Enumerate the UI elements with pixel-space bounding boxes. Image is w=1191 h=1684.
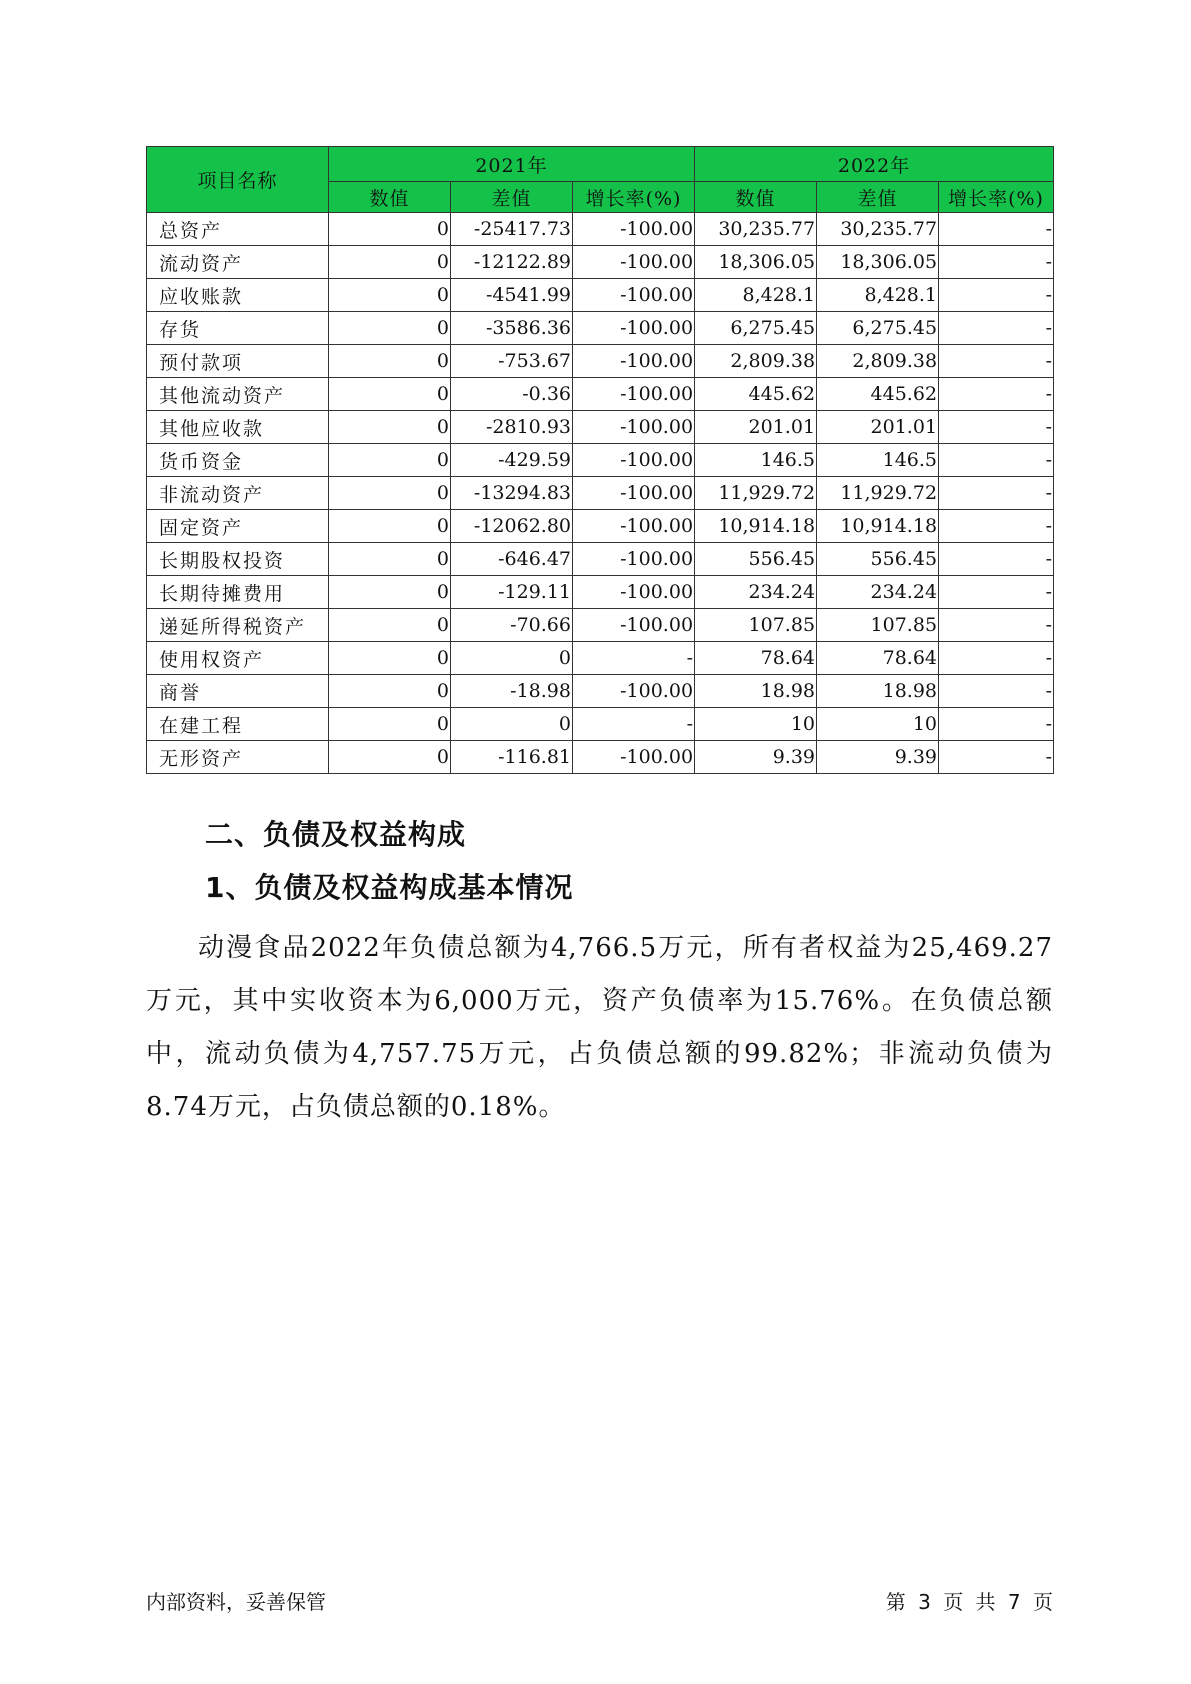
header-item-name: 项目名称: [147, 147, 329, 213]
row-diff-2021: -12122.89: [451, 246, 573, 279]
row-growth-2022: -: [939, 675, 1054, 708]
row-value-2021: 0: [329, 708, 451, 741]
row-growth-2021: -100.00: [573, 246, 695, 279]
row-diff-2021: -12062.80: [451, 510, 573, 543]
row-diff-2022: 201.01: [817, 411, 939, 444]
row-value-2021: 0: [329, 378, 451, 411]
row-value-2022: 556.45: [695, 543, 817, 576]
row-growth-2021: -100.00: [573, 609, 695, 642]
row-growth-2022: -: [939, 477, 1054, 510]
row-diff-2022: 146.5: [817, 444, 939, 477]
table-row: [147, 477, 1054, 510]
row-diff-2021: -25417.73: [451, 213, 573, 246]
row-value-2022: 18,306.05: [695, 246, 817, 279]
header-value-2021: 数值: [329, 182, 451, 213]
row-diff-2022: 234.24: [817, 576, 939, 609]
row-growth-2022: -: [939, 576, 1054, 609]
row-name: 长期股权投资: [147, 543, 329, 576]
row-diff-2022: 10,914.18: [817, 510, 939, 543]
row-value-2022: 9.39: [695, 741, 817, 774]
row-diff-2021: -646.47: [451, 543, 573, 576]
row-diff-2022: 2,809.38: [817, 345, 939, 378]
table-row: [147, 675, 1054, 708]
row-value-2022: 234.24: [695, 576, 817, 609]
header-diff-2022: 差值: [817, 182, 939, 213]
row-diff-2022: 107.85: [817, 609, 939, 642]
row-value-2022: 107.85: [695, 609, 817, 642]
row-value-2021: 0: [329, 312, 451, 345]
row-value-2022: 201.01: [695, 411, 817, 444]
table-row: [147, 510, 1054, 543]
row-diff-2022: 18.98: [817, 675, 939, 708]
row-growth-2021: -100.00: [573, 279, 695, 312]
row-value-2021: 0: [329, 576, 451, 609]
table-row: [147, 279, 1054, 312]
row-diff-2022: 445.62: [817, 378, 939, 411]
row-value-2021: 0: [329, 444, 451, 477]
row-name: 其他应收款: [147, 411, 329, 444]
row-growth-2021: -100.00: [573, 444, 695, 477]
row-diff-2022: 8,428.1: [817, 279, 939, 312]
row-growth-2021: -100.00: [573, 213, 695, 246]
row-name: 存货: [147, 312, 329, 345]
footer-confidential-note: 内部资料，妥善保管: [146, 1590, 326, 1614]
row-diff-2021: -116.81: [451, 741, 573, 774]
row-growth-2021: -100.00: [573, 543, 695, 576]
row-diff-2022: 30,235.77: [817, 213, 939, 246]
row-growth-2021: -100.00: [573, 741, 695, 774]
row-value-2022: 10,914.18: [695, 510, 817, 543]
row-value-2021: 0: [329, 477, 451, 510]
table-row: [147, 576, 1054, 609]
row-diff-2021: -753.67: [451, 345, 573, 378]
row-diff-2022: 10: [817, 708, 939, 741]
table-body: [147, 213, 1054, 774]
row-diff-2021: 0: [451, 708, 573, 741]
row-value-2022: 11,929.72: [695, 477, 817, 510]
row-value-2021: 0: [329, 246, 451, 279]
row-value-2021: 0: [329, 345, 451, 378]
row-name: 应收账款: [147, 279, 329, 312]
row-name: 流动资产: [147, 246, 329, 279]
row-name: 无形资产: [147, 741, 329, 774]
table-row: [147, 411, 1054, 444]
row-diff-2022: 18,306.05: [817, 246, 939, 279]
footer-page-number: 第 3 页 共 7 页: [885, 1590, 1053, 1614]
row-value-2022: 30,235.77: [695, 213, 817, 246]
row-name: 其他流动资产: [147, 378, 329, 411]
row-growth-2022: -: [939, 213, 1054, 246]
section-subtitle: 1、负债及权益构成基本情况: [205, 871, 574, 904]
table-row: [147, 609, 1054, 642]
row-growth-2021: -100.00: [573, 477, 695, 510]
table-row: [147, 213, 1054, 246]
header-growth-2022: 增长率(%): [939, 182, 1054, 213]
row-diff-2022: 9.39: [817, 741, 939, 774]
row-value-2022: 8,428.1: [695, 279, 817, 312]
row-name: 固定资产: [147, 510, 329, 543]
row-name: 递延所得税资产: [147, 609, 329, 642]
row-growth-2022: -: [939, 642, 1054, 675]
row-value-2022: 78.64: [695, 642, 817, 675]
row-diff-2022: 11,929.72: [817, 477, 939, 510]
header-diff-2021: 差值: [451, 182, 573, 213]
row-growth-2021: -100.00: [573, 576, 695, 609]
row-diff-2021: -18.98: [451, 675, 573, 708]
row-growth-2022: -: [939, 444, 1054, 477]
row-name: 商誉: [147, 675, 329, 708]
row-growth-2021: -100.00: [573, 675, 695, 708]
row-diff-2021: 0: [451, 642, 573, 675]
row-name: 非流动资产: [147, 477, 329, 510]
row-growth-2022: -: [939, 609, 1054, 642]
header-value-2022: 数值: [695, 182, 817, 213]
row-value-2021: 0: [329, 543, 451, 576]
asset-comparison-table: [146, 146, 1054, 774]
row-value-2021: 0: [329, 642, 451, 675]
row-value-2021: 0: [329, 675, 451, 708]
row-value-2021: 0: [329, 741, 451, 774]
table-row: [147, 741, 1054, 774]
row-diff-2021: -0.36: [451, 378, 573, 411]
row-value-2022: 445.62: [695, 378, 817, 411]
table-row: [147, 708, 1054, 741]
row-diff-2021: -129.11: [451, 576, 573, 609]
row-growth-2021: -: [573, 642, 695, 675]
section-paragraph: 动漫食品2022年负债总额为4,766.5万元，所有者权益为25,469.27万元，其中实收资本为6,000万元，资产负债率为15.76%。在负债总额中，流动负债为4,757.75万元，占负债总额的99.82%；非流动负债为8.74万元，占负债总额的0.18%。: [146, 933, 1053, 1122]
row-diff-2021: -13294.83: [451, 477, 573, 510]
table-row: [147, 312, 1054, 345]
table-row: [147, 345, 1054, 378]
table-row: [147, 444, 1054, 477]
row-growth-2021: -100.00: [573, 345, 695, 378]
row-name: 使用权资产: [147, 642, 329, 675]
table-row: [147, 543, 1054, 576]
header-year-2021: 2021年: [329, 147, 695, 182]
row-diff-2021: -2810.93: [451, 411, 573, 444]
row-growth-2022: -: [939, 741, 1054, 774]
row-name: 总资产: [147, 213, 329, 246]
row-growth-2022: -: [939, 312, 1054, 345]
row-name: 预付款项: [147, 345, 329, 378]
header-growth-2021: 增长率(%): [573, 182, 695, 213]
section-title: 二、负债及权益构成: [205, 818, 467, 851]
row-growth-2022: -: [939, 279, 1054, 312]
row-value-2021: 0: [329, 411, 451, 444]
row-value-2022: 146.5: [695, 444, 817, 477]
row-value-2021: 0: [329, 510, 451, 543]
row-diff-2022: 6,275.45: [817, 312, 939, 345]
table-row: [147, 378, 1054, 411]
header-year-2022: 2022年: [695, 147, 1054, 182]
row-growth-2021: -100.00: [573, 510, 695, 543]
row-value-2021: 0: [329, 213, 451, 246]
row-name: 长期待摊费用: [147, 576, 329, 609]
row-diff-2022: 556.45: [817, 543, 939, 576]
row-growth-2022: -: [939, 510, 1054, 543]
row-value-2022: 18.98: [695, 675, 817, 708]
row-growth-2021: -100.00: [573, 411, 695, 444]
table-row: [147, 246, 1054, 279]
row-growth-2022: -: [939, 246, 1054, 279]
row-diff-2021: -4541.99: [451, 279, 573, 312]
row-value-2022: 2,809.38: [695, 345, 817, 378]
row-value-2021: 0: [329, 609, 451, 642]
row-growth-2022: -: [939, 378, 1054, 411]
row-diff-2022: 78.64: [817, 642, 939, 675]
row-diff-2021: -429.59: [451, 444, 573, 477]
row-growth-2022: -: [939, 411, 1054, 444]
row-growth-2022: -: [939, 708, 1054, 741]
row-name: 货币资金: [147, 444, 329, 477]
row-value-2022: 10: [695, 708, 817, 741]
row-value-2022: 6,275.45: [695, 312, 817, 345]
row-value-2021: 0: [329, 279, 451, 312]
table-row: [147, 642, 1054, 675]
row-growth-2021: -100.00: [573, 312, 695, 345]
row-growth-2021: -: [573, 708, 695, 741]
row-diff-2021: -70.66: [451, 609, 573, 642]
row-growth-2022: -: [939, 345, 1054, 378]
row-growth-2022: -: [939, 543, 1054, 576]
row-name: 在建工程: [147, 708, 329, 741]
row-growth-2021: -100.00: [573, 378, 695, 411]
row-diff-2021: -3586.36: [451, 312, 573, 345]
